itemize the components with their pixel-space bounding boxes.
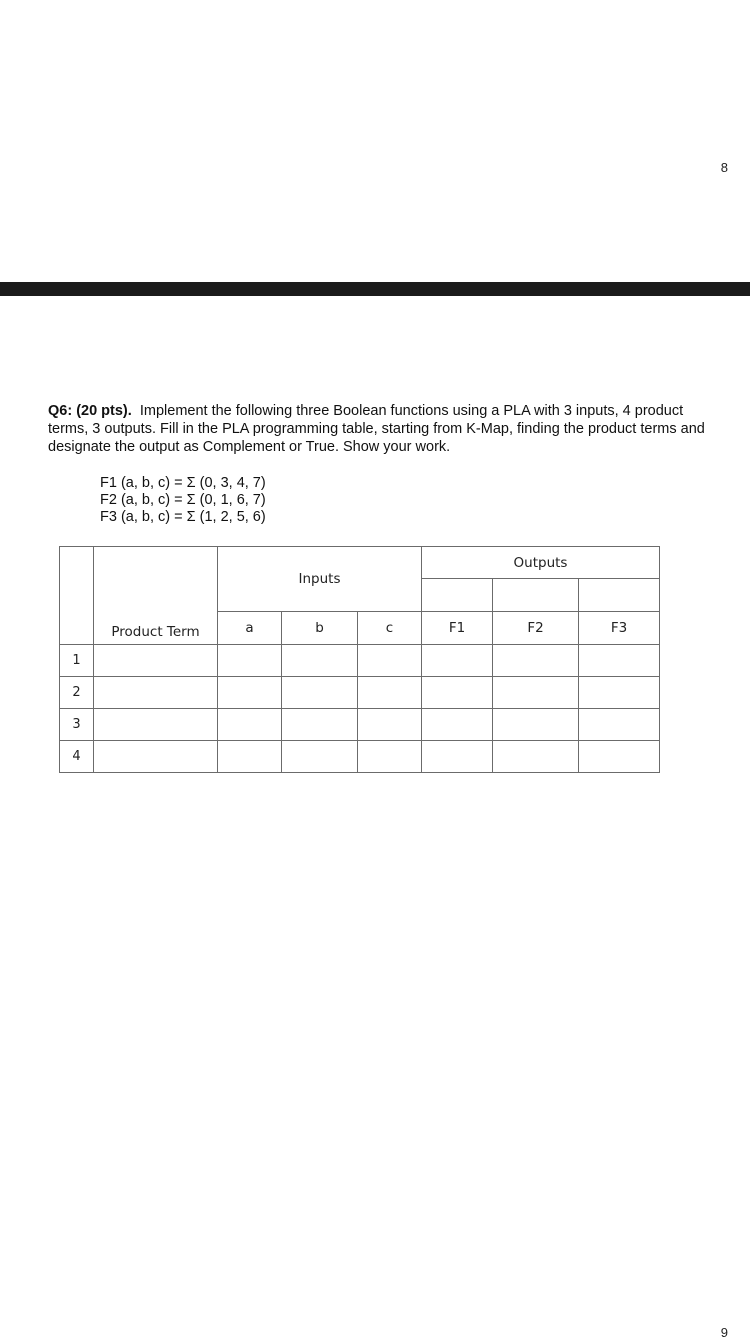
question-body: Implement the following three Boolean functions using a PLA with 3 inputs, 4 product terms, 3 outputs. Fill in the PLA programming table, starting from K-Map, finding the product terms and designate the output as Complement or True. Show your work. (48, 403, 705, 455)
input-c-cell[interactable] (358, 741, 422, 773)
output-type-f1[interactable] (422, 579, 493, 612)
output-f2-cell[interactable] (493, 645, 579, 677)
table-row (60, 645, 660, 677)
output-f1-cell[interactable] (422, 741, 493, 773)
input-b-cell[interactable] (282, 709, 358, 741)
output-f2-cell[interactable] (493, 709, 579, 741)
input-c-cell[interactable] (358, 677, 422, 709)
output-f3-cell[interactable] (579, 709, 660, 741)
output-f1-cell[interactable] (422, 645, 493, 677)
output-f1-cell[interactable] (422, 677, 493, 709)
input-a-cell[interactable] (218, 709, 282, 741)
input-c-cell[interactable] (358, 645, 422, 677)
output-col-f3: F3 (579, 612, 660, 645)
table-row (60, 677, 660, 709)
page-number: 8 (720, 160, 728, 175)
row-label: 3 (60, 709, 94, 741)
input-a-cell[interactable] (218, 645, 282, 677)
next-page-number: 9 (720, 1325, 728, 1340)
product-term-cell[interactable] (94, 709, 218, 741)
product-term-cell[interactable] (94, 741, 218, 773)
product-term-cell[interactable] (94, 645, 218, 677)
equation-list (100, 475, 266, 526)
output-f3-cell[interactable] (579, 677, 660, 709)
input-b-cell[interactable] (282, 741, 358, 773)
output-f1-cell[interactable] (422, 709, 493, 741)
input-a-cell[interactable] (218, 677, 282, 709)
row-label: 4 (60, 741, 94, 773)
row-label: 2 (60, 677, 94, 709)
input-b-cell[interactable] (282, 677, 358, 709)
product-term-cell[interactable] (94, 677, 218, 709)
equation-f1: F1 (a, b, c) = Σ (0, 3, 4, 7) (100, 475, 266, 491)
input-col-a: a (218, 612, 282, 645)
output-type-f3[interactable] (579, 579, 660, 612)
input-col-c: c (358, 612, 422, 645)
pla-programming-table (59, 546, 660, 773)
inputs-header: Inputs (218, 547, 422, 612)
question-text (48, 402, 718, 456)
page-divider (0, 282, 750, 296)
row-number-header (60, 547, 94, 645)
input-a-cell[interactable] (218, 741, 282, 773)
output-f3-cell[interactable] (579, 645, 660, 677)
outputs-header: Outputs (422, 547, 660, 579)
input-b-cell[interactable] (282, 645, 358, 677)
equation-f3: F3 (a, b, c) = Σ (1, 2, 5, 6) (100, 509, 266, 525)
input-col-b: b (282, 612, 358, 645)
table-row (60, 741, 660, 773)
row-label: 1 (60, 645, 94, 677)
output-col-f1: F1 (422, 612, 493, 645)
equation-f2: F2 (a, b, c) = Σ (0, 1, 6, 7) (100, 492, 266, 508)
output-type-f2[interactable] (493, 579, 579, 612)
question-heading: Q6: (20 pts). (48, 403, 132, 419)
output-f2-cell[interactable] (493, 741, 579, 773)
output-f3-cell[interactable] (579, 741, 660, 773)
table-row (60, 709, 660, 741)
output-col-f2: F2 (493, 612, 579, 645)
input-c-cell[interactable] (358, 709, 422, 741)
product-term-header: Product Term (94, 547, 218, 645)
output-f2-cell[interactable] (493, 677, 579, 709)
